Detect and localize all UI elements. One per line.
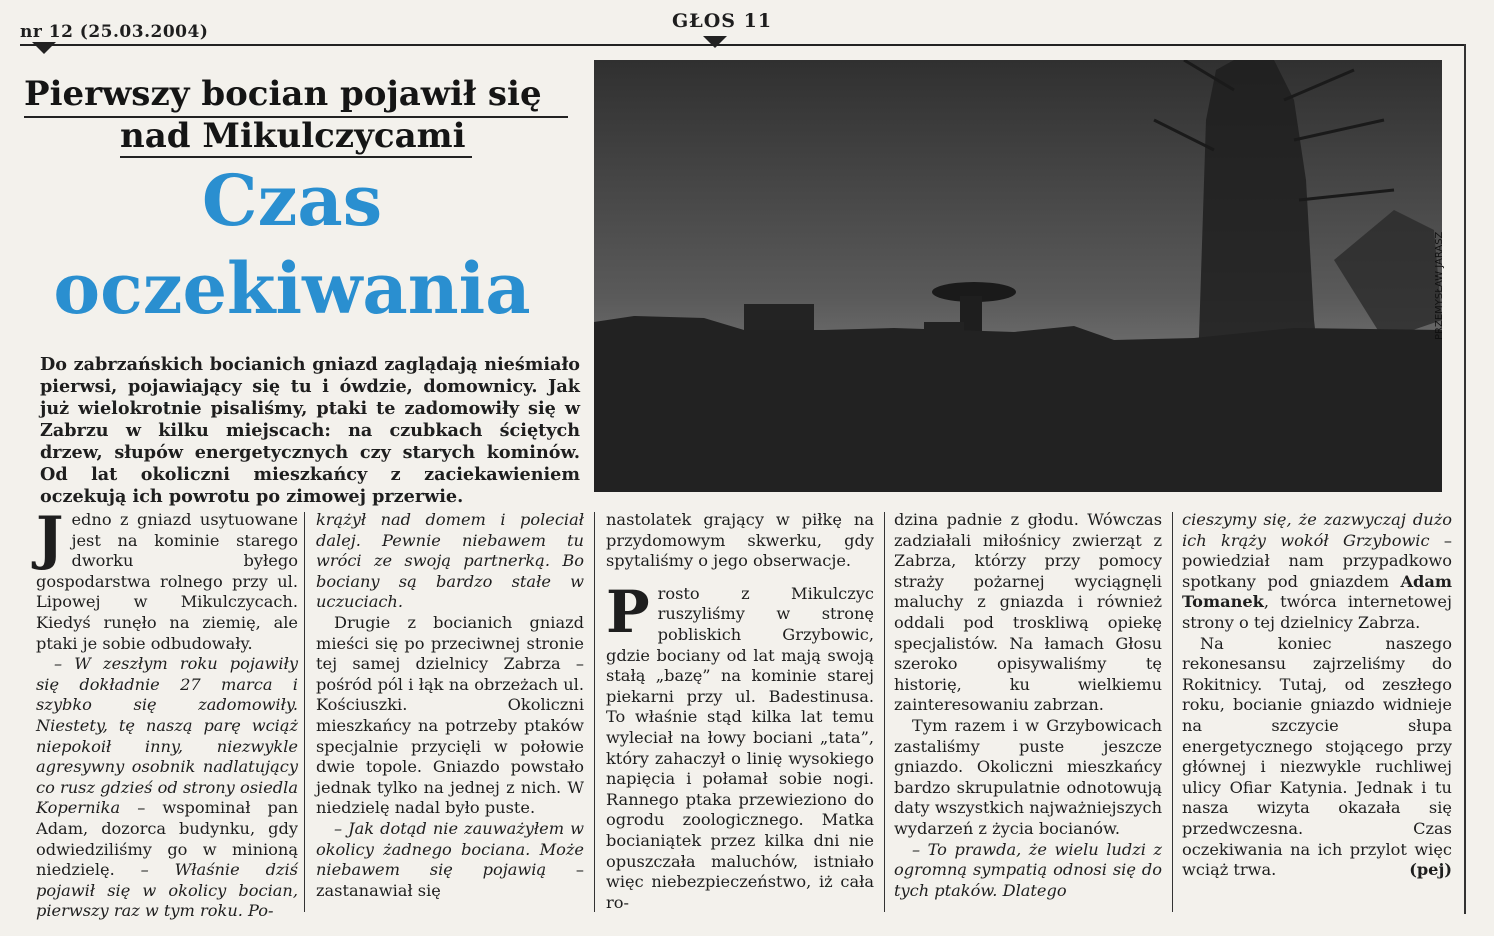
article-column-5 [1182, 510, 1452, 881]
col4-paragraph-2: Tym razem i w Grzybowicach zastaliśmy puste jeszcze gniazdo. Okoliczni mieszkańcy bardzo skrupulatnie odnotowują daty wszystkich najważniejszych wydarzeń z życia bocianów. [894, 715, 1162, 838]
col1-attribution: – wspominał pan Adam, dozorca budynku, gdy odwiedziliśmy go w minioną niedzielę. [36, 798, 298, 880]
lead-paragraph [40, 354, 580, 508]
col3-text: rosto z Mikulczyc ruszyliśmy w stronę pobliskich Grzybowic, gdzie bociany od lat mają swoją stałą „bazę” na kominie starej piekarni przy ul. Badestinusa. To właśnie stąd kilka lat temu wyleciał na łowy bociani „tata”, który zahaczył o linię wysokiego napięcia i połamał sobie nogi. Rannego ptaka przewieziono do ogrodu zoologicznego. Matka bocianiątek przez kilka dni nie opuszczała maluchów, istniało więc niebezpieczeństwo, iż cała ro- [606, 583, 874, 912]
col1-quote-2: – Właśnie dziś pojawił się w okolicy bocian, pierwszy raz w tym roku. Po- [36, 860, 298, 921]
column-divider-2 [594, 512, 595, 912]
article-column-1 [36, 504, 298, 922]
col5-paragraph-1 [1182, 510, 1452, 634]
drop-cap-j: J [36, 504, 64, 572]
article-column-3 [606, 510, 874, 913]
article-photo [594, 60, 1442, 492]
column-divider-1 [304, 512, 305, 912]
col4-paragraph-1: dzina padnie z głodu. Wówczas zadziałali miłośnicy zwierząt z Zabrza, którzy przy pomocy straży pożarnej wyciągnęli maluchy z gniazda i również oddali pod troskliwą opiekę specjalistów. Na łamach Głosu szeroko opisywaliśmy tę historię, ku wielkiemu zainteresowaniu zabrzan. [894, 510, 1162, 715]
article-column-2 [316, 510, 584, 901]
col1-paragraph-2 [36, 654, 298, 922]
right-border [1464, 44, 1466, 914]
storks-nest-photo [594, 60, 1442, 492]
col2-attribution: – zastanawiał się [316, 860, 584, 900]
top-rule [20, 44, 1464, 46]
col3-paragraph-1: nastolatek grający w piłkę na przydomowym skwerku, gdy spytaliśmy o jego obserwacje. [606, 510, 874, 571]
col2-paragraph-3 [316, 819, 584, 901]
author-signature: (pej) [1409, 860, 1452, 880]
col1-paragraph-1: edno z gniazd usytuowane jest na kominie starego dworku byłego gospodarstwa rolnego przy ul. Lipowej w Mikulczycach. Kiedyś runęło na ziemię, ale ptaki je sobie odbudowały. [36, 510, 298, 653]
col2-paragraph-2: Drugie z bocianich gniazd mieści się po przeciwnej stronie tej samej dzielnicy Zabrza – pośród pól i łąk na obrzeżach ul. Kościuszki. Okoliczni mieszkańcy na potrzeby ptaków specjalnie przycięli w połowie dwie topole. Gniazdo powstało jednak tylko na jednej z nich. W niedzielę nadal było puste. [316, 612, 584, 818]
supertitle-line1: Pierwszy bocian pojawił się [24, 74, 542, 114]
masthead: GŁOS 11 [672, 10, 773, 32]
headline-line1: Czas [201, 159, 383, 242]
col3-paragraph-2 [606, 577, 874, 914]
drop-cap-p: P [606, 577, 650, 646]
column-divider-3 [884, 512, 885, 912]
page-marker-center [703, 36, 727, 48]
col1-quote-1: – W zeszłym roku pojawiły się dokładnie 27 marca i szybko się zadomowiły. Niestety, tę naszą parę wciąż niepokoił inny, niezwykle agresywny osobnik nadlatujący co rusz gdzieś od strony osiedla Kopernika [36, 654, 298, 818]
col5-attribution-end: , twórca internetowej strony o tej dzielnicy Zabrza. [1182, 592, 1452, 632]
col2-quote: – Jak dotąd nie zauważyłem w okolicy żadnego bociana. Może niebawem się pojawią [316, 818, 584, 880]
col4-paragraph-3: – To prawda, że wielu ludzi z ogromną sympatią odnosi się do tych ptaków. Dlatego [894, 839, 1162, 900]
photo-credit: PRZEMYSŁAW JARASZ [1434, 231, 1445, 340]
supertitle-line2: nad Mikulczycami [120, 116, 466, 156]
col5-text: Na koniec naszego rekonesansu zajrzeliśmy do Rokitnicy. Tutaj, od zeszłego roku, bocianie gniazdo widnieje na szczycie słupa energetycznego stojącego przy głównej i niezwykle ruchliwej ulicy Ofiar Katynia. Jednak i tu nasza wizyta okazała się przedwczesna. Czas oczekiwania na ich przylot więc wciąż trwa. [1182, 633, 1452, 880]
col5-quote: cieszymy się, że zazwyczaj dużo ich krąży wokół Grzybowic [1182, 510, 1452, 550]
col5-attribution: – powiedział nam przypadkowo spotkany pod gniazdem [1182, 530, 1452, 591]
supertitle-underline2 [120, 156, 472, 158]
article-column-4 [894, 510, 1162, 901]
col5-paragraph-2 [1182, 634, 1452, 881]
col2-paragraph-1: krążył nad domem i poleciał dalej. Pewnie niebawem tu wróci ze swoją partnerką. Bo bociany są bardzo stałe w uczuciach. [316, 510, 584, 612]
headline-line2: oczekiwania [53, 247, 531, 330]
issue-number: nr 12 (25.03.2004) [20, 22, 209, 42]
col5-person-name: Adam Tomanek [1182, 571, 1452, 612]
lead-text: Do zabrzańskich bocianich gniazd zaglądają nieśmiało pierwsi, pojawiający się tu i ówdzie, domownicy. Jak już wielokrotnie pisaliśmy, ptaki te zadomowiły się w Zabrzu w kilku miejscach: na czubkach ściętych drzew, słupów energetycznych czy starych kominów. Od lat okoliczni mieszkańcy z zaciekawieniem oczekują ich powrotu po zimowej przerwie. [40, 354, 580, 507]
column-divider-4 [1172, 512, 1173, 912]
